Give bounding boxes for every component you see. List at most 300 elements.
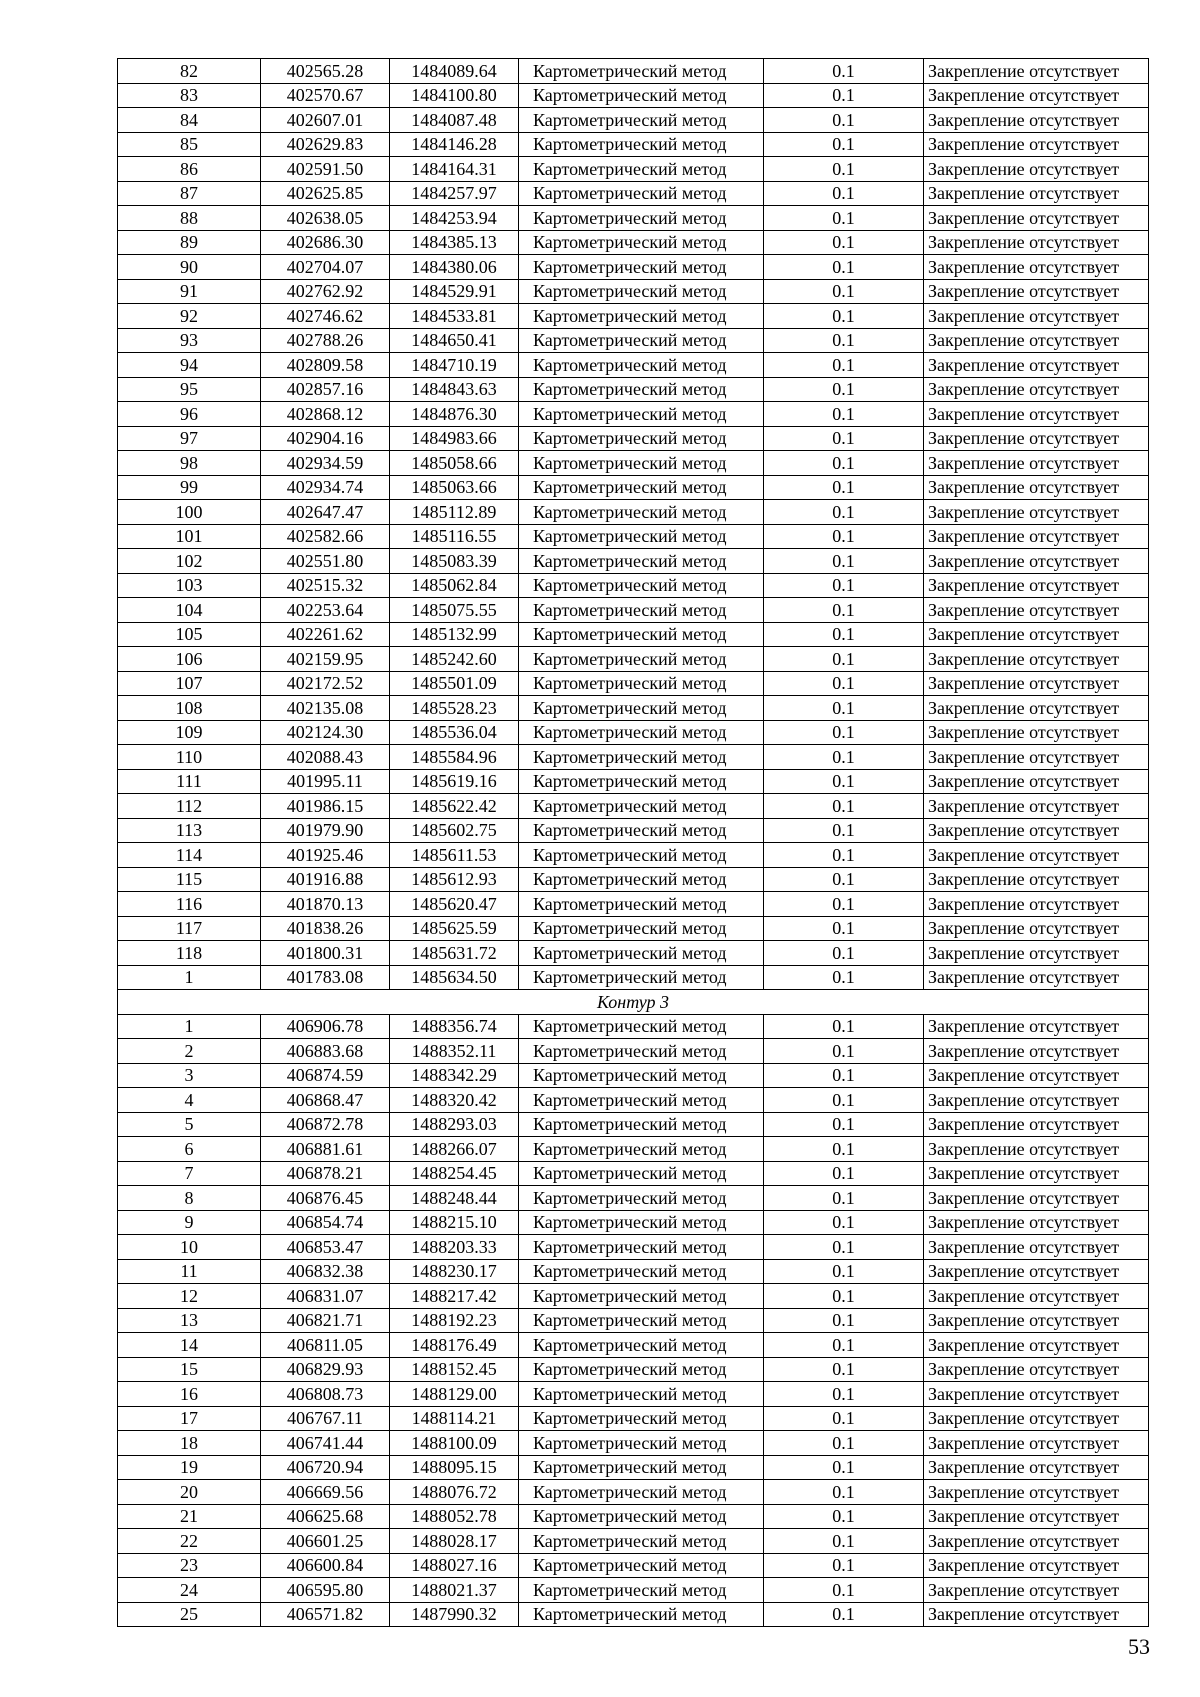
table-row [118,671,1149,696]
fixing-cell: Закрепление отсутствует [924,500,1149,525]
method-cell: Картометрический метод [519,696,764,721]
x-coordinate-cell: 402788.26 [261,328,390,353]
method-cell: Картометрический метод [519,1602,764,1627]
table-row [118,1112,1149,1137]
table-row [118,598,1149,623]
method-cell: Картометрический метод [519,1186,764,1211]
x-coordinate-cell: 402261.62 [261,622,390,647]
y-coordinate-cell: 1485584.96 [390,745,519,770]
x-coordinate-cell: 401916.88 [261,867,390,892]
accuracy-cell: 0.1 [764,1382,924,1407]
fixing-cell: Закрепление отсутствует [924,1357,1149,1382]
x-coordinate-cell: 406872.78 [261,1112,390,1137]
method-cell: Картометрический метод [519,794,764,819]
x-coordinate-cell: 406881.61 [261,1137,390,1162]
accuracy-cell: 0.1 [764,892,924,917]
method-cell: Картометрический метод [519,255,764,280]
accuracy-cell: 0.1 [764,1259,924,1284]
y-coordinate-cell: 1485631.72 [390,941,519,966]
y-coordinate-cell: 1488230.17 [390,1259,519,1284]
fixing-cell: Закрепление отсутствует [924,1063,1149,1088]
section-title: Контур 3 [118,990,1149,1015]
point-number-cell: 112 [118,794,261,819]
accuracy-cell: 0.1 [764,377,924,402]
y-coordinate-cell: 1485620.47 [390,892,519,917]
x-coordinate-cell: 406811.05 [261,1333,390,1358]
accuracy-cell: 0.1 [764,304,924,329]
y-coordinate-cell: 1485132.99 [390,622,519,647]
x-coordinate-cell: 401838.26 [261,916,390,941]
method-cell: Картометрический метод [519,59,764,84]
x-coordinate-cell: 402686.30 [261,230,390,255]
x-coordinate-cell: 402704.07 [261,255,390,280]
point-number-cell: 1 [118,1014,261,1039]
accuracy-cell: 0.1 [764,1308,924,1333]
fixing-cell: Закрепление отсутствует [924,1602,1149,1627]
table-row [118,818,1149,843]
point-number-cell: 110 [118,745,261,770]
method-cell: Картометрический метод [519,1455,764,1480]
table-row [118,1137,1149,1162]
fixing-cell: Закрепление отсутствует [924,279,1149,304]
accuracy-cell: 0.1 [764,1431,924,1456]
fixing-cell: Закрепление отсутствует [924,1259,1149,1284]
point-number-cell: 11 [118,1259,261,1284]
method-cell: Картометрический метод [519,328,764,353]
fixing-cell: Закрепление отсутствует [924,622,1149,647]
x-coordinate-cell: 401800.31 [261,941,390,966]
x-coordinate-cell: 406571.82 [261,1602,390,1627]
y-coordinate-cell: 1485116.55 [390,524,519,549]
table-row [118,720,1149,745]
y-coordinate-cell: 1484146.28 [390,132,519,157]
point-number-cell: 1 [118,965,261,990]
fixing-cell: Закрепление отсутствует [924,769,1149,794]
table-row [118,255,1149,280]
point-number-cell: 9 [118,1210,261,1235]
point-number-cell: 12 [118,1284,261,1309]
point-number-cell: 114 [118,843,261,868]
y-coordinate-cell: 1485611.53 [390,843,519,868]
point-number-cell: 93 [118,328,261,353]
method-cell: Картометрический метод [519,1235,764,1260]
fixing-cell: Закрепление отсутствует [924,377,1149,402]
method-cell: Картометрический метод [519,426,764,451]
table-row [118,1014,1149,1039]
y-coordinate-cell: 1484087.48 [390,108,519,133]
x-coordinate-cell: 406853.47 [261,1235,390,1260]
table-row [118,867,1149,892]
x-coordinate-cell: 402857.16 [261,377,390,402]
x-coordinate-cell: 401986.15 [261,794,390,819]
point-number-cell: 95 [118,377,261,402]
fixing-cell: Закрепление отсутствует [924,1210,1149,1235]
fixing-cell: Закрепление отсутствует [924,132,1149,157]
accuracy-cell: 0.1 [764,206,924,231]
accuracy-cell: 0.1 [764,720,924,745]
fixing-cell: Закрепление отсутствует [924,867,1149,892]
method-cell: Картометрический метод [519,1112,764,1137]
point-number-cell: 3 [118,1063,261,1088]
x-coordinate-cell: 402582.66 [261,524,390,549]
point-number-cell: 19 [118,1455,261,1480]
fixing-cell: Закрепление отсутствует [924,1382,1149,1407]
fixing-cell: Закрепление отсутствует [924,598,1149,623]
point-number-cell: 20 [118,1480,261,1505]
y-coordinate-cell: 1488254.45 [390,1161,519,1186]
point-number-cell: 85 [118,132,261,157]
y-coordinate-cell: 1484257.97 [390,181,519,206]
method-cell: Картометрический метод [519,1431,764,1456]
table-row [118,1235,1149,1260]
method-cell: Картометрический метод [519,1088,764,1113]
point-number-cell: 90 [118,255,261,280]
table-row [118,353,1149,378]
accuracy-cell: 0.1 [764,1210,924,1235]
method-cell: Картометрический метод [519,451,764,476]
table-row [118,1602,1149,1627]
fixing-cell: Закрепление отсутствует [924,794,1149,819]
point-number-cell: 91 [118,279,261,304]
method-cell: Картометрический метод [519,1014,764,1039]
y-coordinate-cell: 1488217.42 [390,1284,519,1309]
table-row [118,206,1149,231]
point-number-cell: 4 [118,1088,261,1113]
fixing-cell: Закрепление отсутствует [924,1308,1149,1333]
fixing-cell: Закрепление отсутствует [924,1235,1149,1260]
y-coordinate-cell: 1488027.16 [390,1553,519,1578]
accuracy-cell: 0.1 [764,1504,924,1529]
x-coordinate-cell: 406600.84 [261,1553,390,1578]
x-coordinate-cell: 406821.71 [261,1308,390,1333]
point-number-cell: 7 [118,1161,261,1186]
fixing-cell: Закрепление отсутствует [924,843,1149,868]
y-coordinate-cell: 1488052.78 [390,1504,519,1529]
table-row [118,745,1149,770]
accuracy-cell: 0.1 [764,1014,924,1039]
x-coordinate-cell: 406720.94 [261,1455,390,1480]
table-row [118,1308,1149,1333]
y-coordinate-cell: 1488215.10 [390,1210,519,1235]
point-number-cell: 107 [118,671,261,696]
table-row [118,843,1149,868]
fixing-cell: Закрепление отсутствует [924,1553,1149,1578]
fixing-cell: Закрепление отсутствует [924,573,1149,598]
method-cell: Картометрический метод [519,304,764,329]
point-number-cell: 101 [118,524,261,549]
accuracy-cell: 0.1 [764,671,924,696]
point-number-cell: 104 [118,598,261,623]
point-number-cell: 6 [118,1137,261,1162]
accuracy-cell: 0.1 [764,181,924,206]
method-cell: Картометрический метод [519,671,764,696]
point-number-cell: 18 [118,1431,261,1456]
fixing-cell: Закрепление отсутствует [924,647,1149,672]
point-number-cell: 10 [118,1235,261,1260]
point-number-cell: 22 [118,1529,261,1554]
x-coordinate-cell: 402515.32 [261,573,390,598]
point-number-cell: 108 [118,696,261,721]
fixing-cell: Закрепление отсутствует [924,1529,1149,1554]
y-coordinate-cell: 1488129.00 [390,1382,519,1407]
fixing-cell: Закрепление отсутствует [924,1455,1149,1480]
point-number-cell: 105 [118,622,261,647]
point-number-cell: 13 [118,1308,261,1333]
table-row [118,696,1149,721]
x-coordinate-cell: 401995.11 [261,769,390,794]
accuracy-cell: 0.1 [764,1480,924,1505]
fixing-cell: Закрепление отсутствует [924,892,1149,917]
accuracy-cell: 0.1 [764,622,924,647]
x-coordinate-cell: 406625.68 [261,1504,390,1529]
y-coordinate-cell: 1488028.17 [390,1529,519,1554]
accuracy-cell: 0.1 [764,1039,924,1064]
x-coordinate-cell: 406595.80 [261,1578,390,1603]
accuracy-cell: 0.1 [764,843,924,868]
accuracy-cell: 0.1 [764,916,924,941]
x-coordinate-cell: 406878.21 [261,1161,390,1186]
accuracy-cell: 0.1 [764,867,924,892]
y-coordinate-cell: 1484385.13 [390,230,519,255]
fixing-cell: Закрепление отсутствует [924,206,1149,231]
accuracy-cell: 0.1 [764,745,924,770]
x-coordinate-cell: 402172.52 [261,671,390,696]
point-number-cell: 83 [118,83,261,108]
y-coordinate-cell: 1488076.72 [390,1480,519,1505]
method-cell: Картометрический метод [519,941,764,966]
accuracy-cell: 0.1 [764,1357,924,1382]
y-coordinate-cell: 1488152.45 [390,1357,519,1382]
fixing-cell: Закрепление отсутствует [924,1333,1149,1358]
x-coordinate-cell: 402904.16 [261,426,390,451]
y-coordinate-cell: 1488114.21 [390,1406,519,1431]
coordinates-table-body [118,59,1149,1627]
accuracy-cell: 0.1 [764,157,924,182]
y-coordinate-cell: 1484380.06 [390,255,519,280]
point-number-cell: 103 [118,573,261,598]
x-coordinate-cell: 402607.01 [261,108,390,133]
method-cell: Картометрический метод [519,720,764,745]
accuracy-cell: 0.1 [764,230,924,255]
method-cell: Картометрический метод [519,524,764,549]
y-coordinate-cell: 1485083.39 [390,549,519,574]
y-coordinate-cell: 1485501.09 [390,671,519,696]
method-cell: Картометрический метод [519,108,764,133]
method-cell: Картометрический метод [519,573,764,598]
y-coordinate-cell: 1484164.31 [390,157,519,182]
accuracy-cell: 0.1 [764,1284,924,1309]
fixing-cell: Закрепление отсутствует [924,304,1149,329]
table-row [118,304,1149,329]
method-cell: Картометрический метод [519,1063,764,1088]
y-coordinate-cell: 1488356.74 [390,1014,519,1039]
table-row [118,1480,1149,1505]
y-coordinate-cell: 1484983.66 [390,426,519,451]
method-cell: Картометрический метод [519,1480,764,1505]
x-coordinate-cell: 406741.44 [261,1431,390,1456]
accuracy-cell: 0.1 [764,598,924,623]
accuracy-cell: 0.1 [764,524,924,549]
table-row [118,1039,1149,1064]
method-cell: Картометрический метод [519,1259,764,1284]
method-cell: Картометрический метод [519,549,764,574]
method-cell: Картометрический метод [519,892,764,917]
accuracy-cell: 0.1 [764,1333,924,1358]
y-coordinate-cell: 1488266.07 [390,1137,519,1162]
table-row [118,1529,1149,1554]
table-row [118,1161,1149,1186]
table-row [118,1088,1149,1113]
table-row [118,426,1149,451]
x-coordinate-cell: 406767.11 [261,1406,390,1431]
accuracy-cell: 0.1 [764,500,924,525]
fixing-cell: Закрепление отсутствует [924,426,1149,451]
fixing-cell: Закрепление отсутствует [924,328,1149,353]
accuracy-cell: 0.1 [764,1112,924,1137]
accuracy-cell: 0.1 [764,1161,924,1186]
y-coordinate-cell: 1485612.93 [390,867,519,892]
table-row [118,1259,1149,1284]
fixing-cell: Закрепление отсутствует [924,671,1149,696]
point-number-cell: 88 [118,206,261,231]
fixing-cell: Закрепление отсутствует [924,745,1149,770]
y-coordinate-cell: 1488100.09 [390,1431,519,1456]
table-row [118,1431,1149,1456]
point-number-cell: 113 [118,818,261,843]
x-coordinate-cell: 402159.95 [261,647,390,672]
point-number-cell: 21 [118,1504,261,1529]
table-row [118,132,1149,157]
x-coordinate-cell: 402638.05 [261,206,390,231]
method-cell: Картометрический метод [519,1308,764,1333]
fixing-cell: Закрепление отсутствует [924,1161,1149,1186]
point-number-cell: 25 [118,1602,261,1627]
table-row [118,1504,1149,1529]
table-row [118,59,1149,84]
x-coordinate-cell: 402746.62 [261,304,390,329]
accuracy-cell: 0.1 [764,1578,924,1603]
page-number: 53 [1128,1634,1150,1659]
table-row [118,794,1149,819]
x-coordinate-cell: 401979.90 [261,818,390,843]
accuracy-cell: 0.1 [764,965,924,990]
point-number-cell: 16 [118,1382,261,1407]
y-coordinate-cell: 1485112.89 [390,500,519,525]
point-number-cell: 115 [118,867,261,892]
method-cell: Картометрический метод [519,1553,764,1578]
table-row [118,475,1149,500]
y-coordinate-cell: 1485062.84 [390,573,519,598]
section-header-row [118,990,1149,1015]
y-coordinate-cell: 1488192.23 [390,1308,519,1333]
table-row [118,181,1149,206]
table-row [118,1333,1149,1358]
x-coordinate-cell: 401783.08 [261,965,390,990]
x-coordinate-cell: 402253.64 [261,598,390,623]
x-coordinate-cell: 406601.25 [261,1529,390,1554]
fixing-cell: Закрепление отсутствует [924,965,1149,990]
accuracy-cell: 0.1 [764,573,924,598]
x-coordinate-cell: 406868.47 [261,1088,390,1113]
fixing-cell: Закрепление отсутствует [924,1480,1149,1505]
method-cell: Картометрический метод [519,916,764,941]
method-cell: Картометрический метод [519,1039,764,1064]
y-coordinate-cell: 1485063.66 [390,475,519,500]
table-row [118,1578,1149,1603]
method-cell: Картометрический метод [519,1333,764,1358]
x-coordinate-cell: 402868.12 [261,402,390,427]
y-coordinate-cell: 1485075.55 [390,598,519,623]
table-row [118,892,1149,917]
point-number-cell: 86 [118,157,261,182]
accuracy-cell: 0.1 [764,1088,924,1113]
method-cell: Картометрический метод [519,1210,764,1235]
table-row [118,108,1149,133]
method-cell: Картометрический метод [519,598,764,623]
y-coordinate-cell: 1484710.19 [390,353,519,378]
accuracy-cell: 0.1 [764,475,924,500]
x-coordinate-cell: 402647.47 [261,500,390,525]
fixing-cell: Закрепление отсутствует [924,255,1149,280]
fixing-cell: Закрепление отсутствует [924,1504,1149,1529]
x-coordinate-cell: 402570.67 [261,83,390,108]
fixing-cell: Закрепление отсутствует [924,475,1149,500]
fixing-cell: Закрепление отсутствует [924,157,1149,182]
table-row [118,1357,1149,1382]
table-row [118,769,1149,794]
x-coordinate-cell: 406883.68 [261,1039,390,1064]
point-number-cell: 17 [118,1406,261,1431]
accuracy-cell: 0.1 [764,353,924,378]
accuracy-cell: 0.1 [764,647,924,672]
point-number-cell: 23 [118,1553,261,1578]
x-coordinate-cell: 406854.74 [261,1210,390,1235]
table-row [118,965,1149,990]
y-coordinate-cell: 1488248.44 [390,1186,519,1211]
table-row [118,500,1149,525]
fixing-cell: Закрепление отсутствует [924,1578,1149,1603]
method-cell: Картометрический метод [519,622,764,647]
method-cell: Картометрический метод [519,769,764,794]
coordinates-table [117,58,1149,1627]
point-number-cell: 94 [118,353,261,378]
point-number-cell: 109 [118,720,261,745]
fixing-cell: Закрепление отсутствует [924,1112,1149,1137]
fixing-cell: Закрепление отсутствует [924,720,1149,745]
method-cell: Картометрический метод [519,1284,764,1309]
y-coordinate-cell: 1485625.59 [390,916,519,941]
method-cell: Картометрический метод [519,647,764,672]
accuracy-cell: 0.1 [764,1186,924,1211]
accuracy-cell: 0.1 [764,255,924,280]
fixing-cell: Закрепление отсутствует [924,108,1149,133]
method-cell: Картометрический метод [519,745,764,770]
point-number-cell: 8 [118,1186,261,1211]
accuracy-cell: 0.1 [764,108,924,133]
table-row [118,157,1149,182]
y-coordinate-cell: 1484843.63 [390,377,519,402]
table-row [118,647,1149,672]
table-row [118,524,1149,549]
x-coordinate-cell: 406669.56 [261,1480,390,1505]
x-coordinate-cell: 402124.30 [261,720,390,745]
accuracy-cell: 0.1 [764,1455,924,1480]
y-coordinate-cell: 1484533.81 [390,304,519,329]
table-row [118,573,1149,598]
table-row [118,1455,1149,1480]
method-cell: Картометрический метод [519,132,764,157]
method-cell: Картометрический метод [519,965,764,990]
